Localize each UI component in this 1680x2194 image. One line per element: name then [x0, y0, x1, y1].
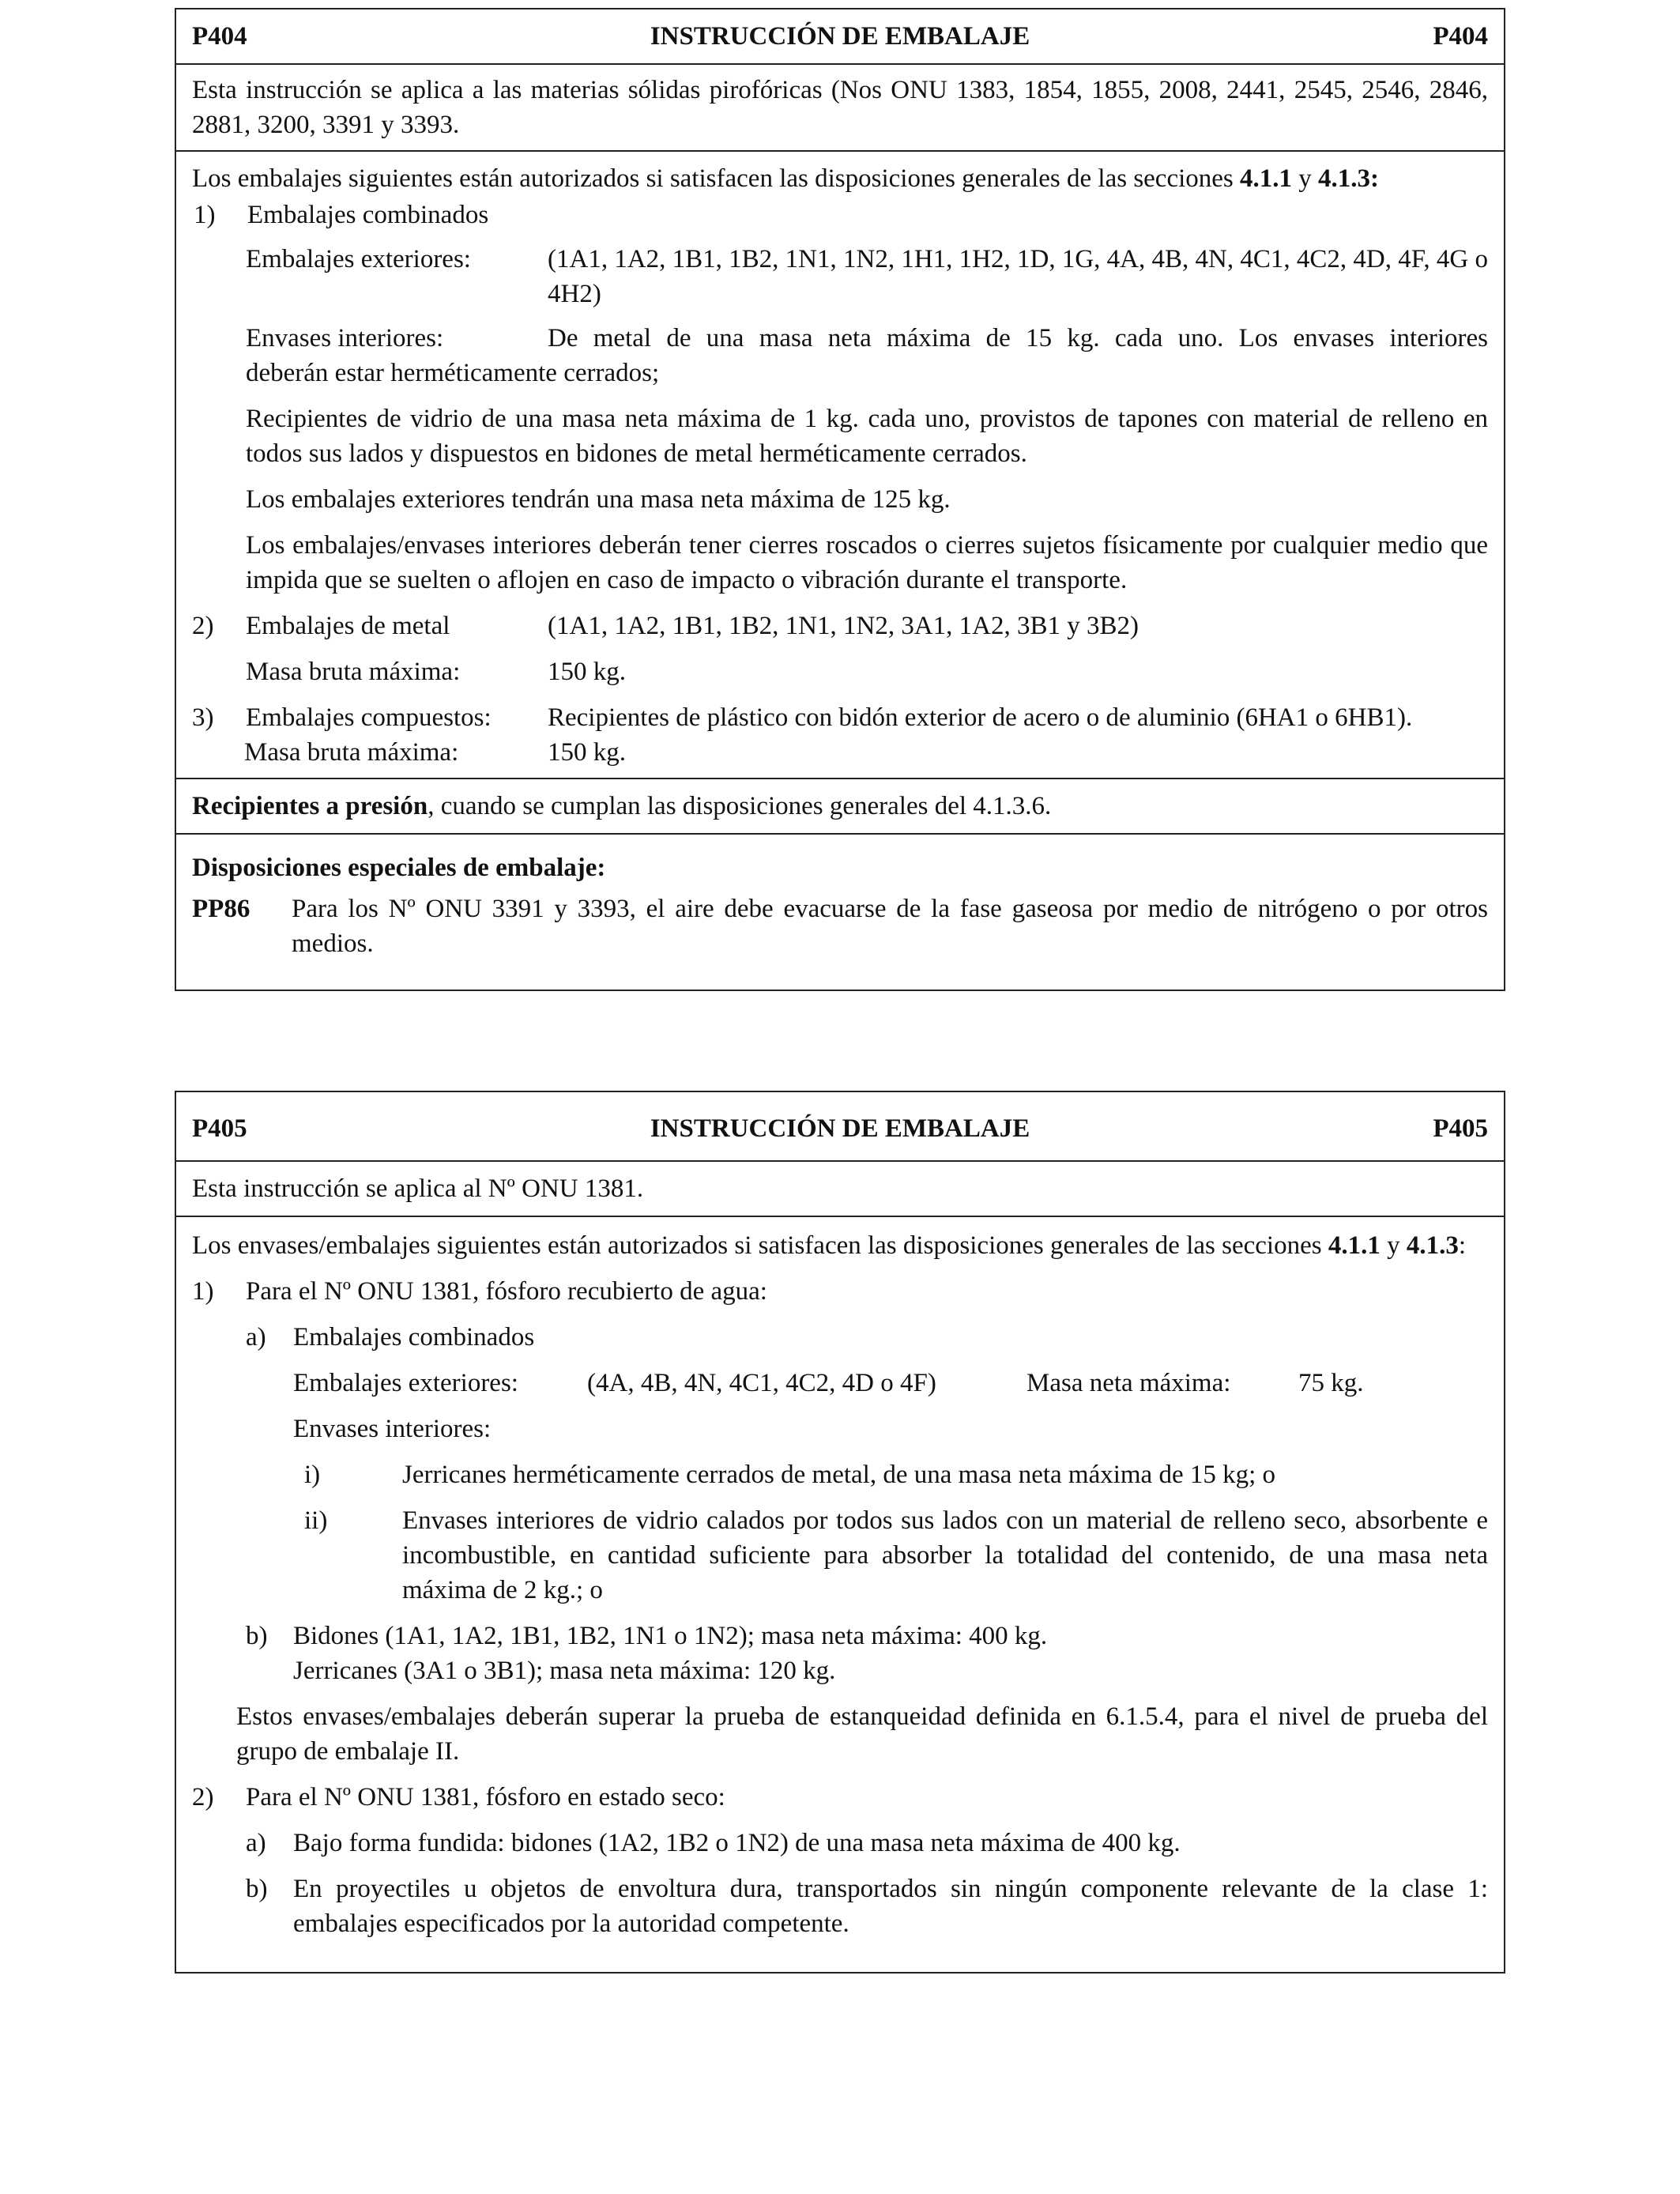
p404-outer-label: Embalajes exteriores: — [246, 245, 471, 273]
p404-inner-packagings — [192, 321, 1488, 390]
p405-item-2b-letter: b) — [246, 1875, 268, 1903]
p404-item-3-number: 3) — [192, 703, 214, 732]
p404-item-2-number: 2) — [192, 612, 214, 640]
p404-code-left: P404 — [192, 22, 247, 51]
p405-item-2 — [192, 1780, 1488, 1815]
p404-intro: Esta instrucción se aplica a las materias sólidas pirofóricas (Nos ONU 1383, 1854, 1855, 2008, 2441, 2545, 2546, 2846, 2881, 3200, 3391 y 3393. — [192, 76, 1488, 139]
p405-item-1a-text: Embalajes combinados — [293, 1323, 535, 1351]
p404-item-3 — [192, 700, 1488, 735]
p404-item-3-value: Recipientes de plástico con bidón exterior de acero o de aluminio (6HA1 o 6HB1). — [548, 703, 1413, 732]
p405-auth-text: Los envases/embalajes siguientes están autorizados si satisfacen las disposiciones generales de las secciones — [192, 1231, 1328, 1260]
p405-item-2b-text: En proyectiles u objetos de envoltura dura, transportados sin ningún componente relevante de la clase 1: embalajes especificados por la autoridad competente. — [293, 1875, 1488, 1938]
p405-auth-section-1: 4.1.1 — [1328, 1231, 1381, 1260]
p405-outer-packagings — [192, 1366, 1488, 1400]
p404-special-provisions — [176, 833, 1504, 969]
p404-outer-value: (1A1, 1A2, 1B1, 1B2, 1N1, 1N2, 1H1, 1H2, 1D, 1G, 4A, 4B, 4N, 4C1, 4C2, 4D, 4F, 4G o 4H2) — [548, 245, 1488, 308]
p405-item-2-text: Para el Nº ONU 1381, fósforo en estado seco: — [246, 1783, 725, 1811]
p405-net-mass-label: Masa neta máxima: — [1026, 1369, 1231, 1397]
p404-inner-value: De metal de una masa neta máxima de 15 kg. cada uno. Los envases interiores — [548, 324, 1488, 352]
p405-item-2a — [192, 1826, 1488, 1860]
p405-net-mass-value: 75 kg. — [1298, 1369, 1364, 1397]
p405-item-2b — [192, 1872, 1488, 1941]
p405-intro: Esta instrucción se aplica al Nº ONU 1381. — [192, 1174, 644, 1203]
p405-header — [176, 1092, 1504, 1160]
p405-item-1a-letter: a) — [246, 1323, 266, 1351]
p404-pressure-label: Recipientes a presión — [192, 792, 428, 820]
p405-item-2-number: 2) — [192, 1783, 214, 1811]
p405-jerricans: Jerricanes (3A1 o 3B1); masa neta máxima: 120 kg. — [293, 1657, 836, 1685]
p405-inner-ii — [192, 1503, 1488, 1608]
p405-outer-value: (4A, 4B, 4N, 4C1, 4C2, 4D o 4F) — [587, 1369, 936, 1397]
p404-glass-receptacles: Recipientes de vidrio de una masa neta máxima de 1 kg. cada uno, provistos de tapones con material de relleno en todos sus lados y dispuestos en bidones de metal herméticamente cerrados. — [246, 405, 1488, 468]
p405-leakproofness-test: Estos envases/embalajes deberán superar la prueba de estanqueidad definida en 6.1.5.4, para el nivel de prueba del grupo de embalaje II. — [236, 1702, 1488, 1766]
p405-instruction-box — [175, 1091, 1505, 1973]
p405-inner-i — [192, 1457, 1488, 1492]
p405-inner-label: Envases interiores: — [293, 1415, 492, 1443]
p404-header — [176, 9, 1504, 63]
p404-item-2-mass-label: Masa bruta máxima: — [246, 658, 461, 686]
p404-pressure-receptacles — [176, 778, 1504, 833]
p404-pp86 — [192, 892, 1488, 961]
p404-pressure-text: , cuando se cumplan las disposiciones generales del 4.1.3.6. — [428, 792, 1052, 820]
p404-auth-section-2: 4.1.3: — [1318, 164, 1380, 193]
p405-inner-ii-number: ii) — [304, 1506, 328, 1535]
p405-title: INSTRUCCIÓN DE EMBALAJE — [650, 1114, 1030, 1143]
p404-outer-max-mass: Los embalajes exteriores tendrán una masa neta máxima de 125 kg. — [246, 485, 951, 514]
p405-item-1-text: Para el Nº ONU 1381, fósforo recubierto de agua: — [246, 1277, 767, 1306]
p405-auth-section-2: 4.1.3 — [1406, 1231, 1459, 1260]
p404-pp86-text: Para los Nº ONU 3391 y 3393, el aire debe evacuarse de la fase gaseosa por medio de nitrógeno o por otros medios. — [292, 895, 1488, 958]
p405-item-1a — [192, 1320, 1488, 1355]
p404-authorization-text — [192, 161, 1488, 196]
p405-item-1-number: 1) — [192, 1277, 214, 1306]
p405-item-1b-letter: b) — [246, 1622, 268, 1650]
p405-scope — [176, 1160, 1504, 1216]
p404-item-3-mass-label: Masa bruta máxima: — [244, 738, 459, 767]
p405-auth-and: y — [1380, 1231, 1407, 1260]
p404-item-1-title: Embalajes combinados — [247, 201, 489, 229]
p404-item-2 — [192, 609, 1488, 643]
p405-inner-i-number: i) — [304, 1461, 321, 1489]
p405-code-left: P405 — [192, 1114, 247, 1143]
p404-inner-value-cont: deberán estar herméticamente cerrados; — [246, 359, 660, 387]
p404-item-2-mass-value: 150 kg. — [548, 658, 626, 686]
p405-inner-ii-text: Envases interiores de vidrio calados por todos sus lados con un material de relleno seco, absorbente e incombustible, en cantidad suficiente para absorber la totalidad del contenido, de una masa neta máxima de 2 kg.; o — [402, 1506, 1488, 1604]
p405-item-2a-text: Bajo forma fundida: bidones (1A2, 1B2 o 1N2) de una masa neta máxima de 400 kg. — [293, 1829, 1181, 1857]
p404-item-1 — [192, 198, 1488, 232]
p404-auth-and: y — [1292, 164, 1319, 193]
p404-title: INSTRUCCIÓN DE EMBALAJE — [650, 22, 1030, 51]
p404-auth-section-1: 4.1.1 — [1240, 164, 1293, 193]
p404-special-title: Disposiciones especiales de embalaje: — [192, 854, 606, 882]
p404-item-2-label: Embalajes de metal — [246, 612, 450, 640]
p404-closures: Los embalajes/envases interiores deberán tener cierres roscados o cierres sujetos físicamente por cualquier medio que impida que se suelten o aflojen en caso de impacto o vibración durante el transporte. — [246, 531, 1488, 594]
p404-code-right: P404 — [1433, 22, 1488, 51]
p404-item-3-label: Embalajes compuestos: — [246, 703, 492, 732]
p404-inner-label: Envases interiores: — [246, 324, 444, 352]
p405-auth-colon: : — [1458, 1231, 1466, 1260]
p404-item-3-mass-value: 150 kg. — [548, 738, 626, 767]
p405-authorization-text — [192, 1228, 1488, 1263]
p405-item-1 — [192, 1274, 1488, 1309]
p405-inner-i-text: Jerricanes herméticamente cerrados de metal, de una masa neta máxima de 15 kg; o — [402, 1461, 1276, 1489]
p404-outer-packagings — [192, 242, 1488, 311]
p405-outer-label: Embalajes exteriores: — [293, 1369, 518, 1397]
p404-item-3-mass — [192, 735, 1488, 770]
p405-code-right: P405 — [1433, 1114, 1488, 1143]
p404-scope — [176, 63, 1504, 150]
p405-authorized-packagings — [176, 1216, 1504, 1949]
p404-authorized-packagings — [176, 150, 1504, 778]
p404-item-1-number: 1) — [194, 201, 216, 229]
p404-item-2-value: (1A1, 1A2, 1B1, 1B2, 1N1, 1N2, 3A1, 1A2, 3B1 y 3B2) — [548, 612, 1139, 640]
p404-item-2-mass — [192, 654, 1488, 689]
p405-item-1b — [192, 1619, 1488, 1688]
p404-auth-text: Los embalajes siguientes están autorizados si satisfacen las disposiciones generales de las secciones — [192, 164, 1241, 193]
p405-drums: Bidones (1A1, 1A2, 1B1, 1B2, 1N1 o 1N2); masa neta máxima: 400 kg. — [293, 1622, 1048, 1650]
p404-instruction-box — [175, 8, 1505, 991]
p404-pp86-code: PP86 — [192, 895, 250, 923]
p405-item-2a-letter: a) — [246, 1829, 266, 1857]
